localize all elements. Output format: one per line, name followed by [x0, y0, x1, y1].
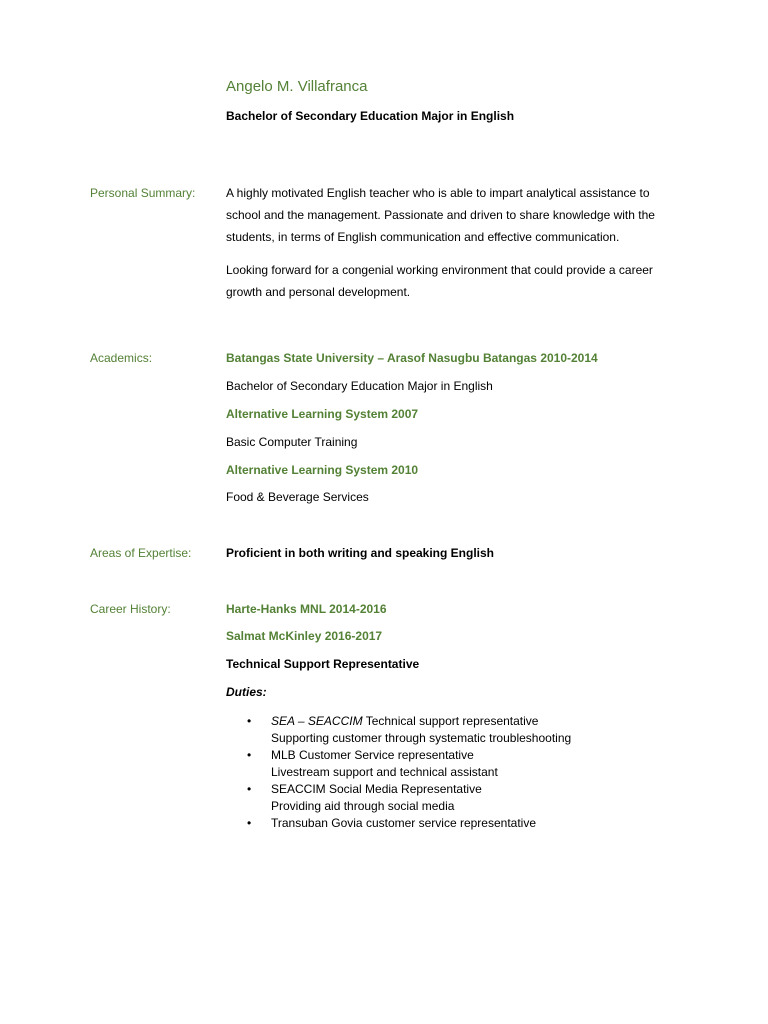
- duty-item: [226, 747, 646, 781]
- personal-summary-label: Personal Summary:: [90, 186, 196, 200]
- duty-detail: Supporting customer through systematic troubleshooting: [271, 731, 572, 745]
- duty-item: [226, 781, 646, 815]
- degree-subtitle: Bachelor of Secondary Education Major in English: [226, 109, 515, 123]
- academic-program-3: Food & Beverage Services: [226, 490, 369, 504]
- duty-title: SEACCIM Social Media Representative: [271, 782, 482, 796]
- personal-summary-paragraph-2: Looking forward for a congenial working environment that could provide a career growth and personal development.: [226, 263, 653, 299]
- academic-school-3: Alternative Learning System 2010: [226, 463, 419, 477]
- academic-program-2: Basic Computer Training: [226, 435, 358, 449]
- duty-italic-prefix: SEA – SEACCIM: [271, 714, 363, 728]
- career-position: Technical Support Representative: [226, 657, 420, 671]
- academics-label: Academics:: [90, 351, 153, 365]
- expertise-label: Areas of Expertise:: [90, 546, 192, 560]
- career-history-label: Career History:: [90, 602, 171, 616]
- expertise-text: Proficient in both writing and speaking English: [226, 546, 495, 560]
- academic-program-1: Bachelor of Secondary Education Major in English: [226, 379, 493, 393]
- duty-title: MLB Customer Service representative: [271, 748, 474, 762]
- bullet-icon: •: [247, 816, 252, 830]
- duty-detail: Livestream support and technical assistant: [271, 765, 498, 779]
- bullet-icon: •: [247, 748, 252, 762]
- personal-summary-paragraph-1: A highly motivated English teacher who is able to impart analytical assistance to school and the management. Passionate and driven to share knowledge with the students, in terms of English communication and effective communication.: [226, 186, 655, 244]
- duties-list: [226, 713, 646, 832]
- academic-school-2: Alternative Learning System 2007: [226, 407, 419, 421]
- bullet-icon: •: [247, 782, 252, 796]
- duty-title: Technical support representative: [362, 714, 539, 728]
- career-company-1: Harte-Hanks MNL 2014-2016: [226, 602, 387, 616]
- career-company-2: Salmat McKinley 2016-2017: [226, 629, 383, 643]
- duty-item: [226, 713, 646, 747]
- duty-item: [226, 815, 646, 832]
- bullet-icon: •: [247, 714, 252, 728]
- duties-label: Duties:: [226, 685, 267, 699]
- applicant-name: Angelo M. Villafranca: [226, 78, 368, 95]
- duty-detail: Providing aid through social media: [271, 799, 455, 813]
- academic-school-1: Batangas State University – Arasof Nasugbu Batangas 2010-2014: [226, 351, 598, 365]
- duty-title: Transuban Govia customer service representative: [271, 816, 537, 830]
